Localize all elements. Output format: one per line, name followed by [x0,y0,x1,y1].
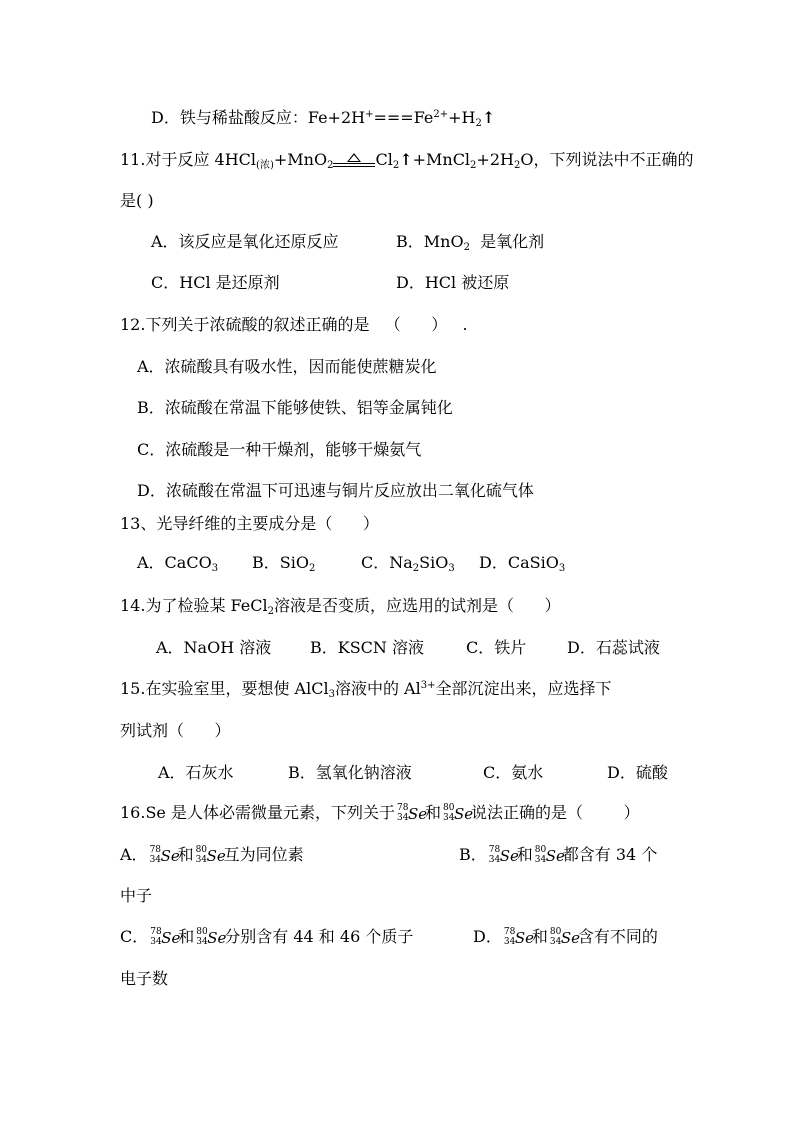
q14-stem-a: 14.为了检验某 FeCl [120,596,268,615]
q11-option-c: C．HCl 是还原剂 [151,273,280,292]
nuclide-se80: 80 34 Se [196,926,227,947]
q11-stem [120,150,693,171]
q15-option-a: A．石灰水 [158,763,234,782]
q16d-and: 和 [531,927,548,946]
q11-option-a: A．该反应是氧化还原反应 [151,232,339,251]
nuclide-se78: 78 34 Se [150,926,181,947]
q15-stem-c: 全部沉淀出来，应选择下 [435,679,612,698]
q14-option-b: B．KSCN 溶液 [310,638,425,657]
q14-sub: 2 [267,606,274,617]
q13d-sub: 3 [558,563,566,574]
q12-option-b: B．浓硫酸在常温下能够使铁、铝等金属钝化 [137,398,453,417]
q11b-b: 是氧化剂 [469,232,545,251]
q11-conc: (浓) [256,160,274,171]
q13c-text: C．Na [361,553,413,572]
q13a-text: A．CaCO [137,553,212,572]
q16-option-c [120,927,413,948]
q16a-and: 和 [177,845,194,864]
q10d-eq-a: Fe+2H [307,108,366,127]
q16-option-b-line2: 中子 [120,886,153,905]
q16-option-a [120,845,304,866]
q16-stem [120,803,640,824]
q16b-and: 和 [516,845,533,864]
q11-pre: 对于反应 4HCl [145,150,257,169]
q11b-a: B．MnO [396,232,464,251]
q15-stem [120,679,611,699]
q14-option-c: C．铁片 [466,638,527,657]
q11-tail: +MnCl [412,150,471,169]
q10d-label: D．铁与稀盐酸反应： [151,108,308,127]
q14-option-d: D．石蕊试液 [567,638,660,657]
q16-option-d-line2: 电子数 [120,969,169,988]
q15-option-b: B．氢氧化钠溶液 [288,763,412,782]
q16-option-d [473,927,658,948]
q11-tail2: +2H [476,150,514,169]
q11-number: 11. [120,150,146,169]
q15-stem-line2: 列试剂（ ） [120,721,231,740]
q14-stem-b: 溶液是否变质，应选用的试剂是（ ） [273,596,561,615]
q11-stem-line2: 是( ) [120,191,154,210]
q11-sub-b: 2 [392,160,400,171]
q11b-sub: 2 [463,242,470,253]
nuclide-se78: 78 34 Se [503,926,534,947]
q13-option-d [479,553,565,573]
q13d-text: D．CaSiO [479,553,559,572]
q11-tail3: O，下列说法中不正确的 [520,150,694,169]
q11-option-d: D．HCl 被还原 [396,273,510,292]
q16a-text: 互为同位素 [223,845,304,864]
q16-and: 和 [424,803,441,822]
q12-option-a: A．浓硫酸具有吸水性，因而能使蔗糖炭化 [137,357,437,376]
q13-option-c [361,553,455,573]
q12-option-d: D．浓硫酸在常温下可迅速与铜片反应放出二氧化硫气体 [137,481,534,500]
q14-option-a: A．NaOH 溶液 [156,638,272,657]
q16d-text: 含有不同的 [577,927,658,946]
q11-sub-c: 2 [470,160,477,171]
q14-stem [120,596,561,616]
q12-option-c: C．浓硫酸是一种干燥剂，能够干燥氨气 [137,440,422,459]
nuclide-se78: 78 34 Se [396,802,428,823]
q13-option-a [137,553,218,573]
q13b-text: B．SiO [252,553,309,572]
q11-sub: 2 [327,160,334,171]
q11-sub-d: 2 [513,160,521,171]
q16c-label: C． [120,927,149,946]
q10d-sub: 2 [475,118,482,129]
q16-stem-b: 说法正确的是（ ） [470,803,640,822]
nuclide-se78: 78 34 Se [149,844,180,865]
q16a-label: A． [120,845,148,864]
q16c-and: 和 [178,927,195,946]
nuclide-se78: 78 34 Se [488,844,519,865]
up-arrow-icon: ↑ [399,150,413,169]
q13c-sub2: 3 [448,563,455,574]
nuclide-se80: 80 34 Se [534,844,565,865]
q11-option-b [396,232,544,252]
q10d-sup1: + [365,109,374,120]
heating-arrow-icon [333,151,375,171]
q13a-sub: 3 [211,563,219,574]
q13-stem: 13、光导纤维的主要成分是（ ） [120,514,379,533]
q13c-sub1: 2 [412,563,420,574]
q15-stem-b: 溶液中的 Al [334,679,421,698]
q13-option-b [252,553,315,573]
q10-option-d [151,108,495,128]
up-arrow-icon: ↑ [481,108,496,127]
q16-stem-a: 16.Se 是人体必需微量元素，下列关于 [120,803,395,822]
q16b-text: 都含有 34 个 [562,845,658,864]
nuclide-se80: 80 34 Se [442,802,474,823]
q10d-eq-b: ===Fe [373,108,434,127]
q16c-text: 分别含有 44 和 46 个质子 [224,927,414,946]
q15-sub: 3 [328,689,335,700]
q15-sup: 3+ [420,680,436,691]
q11-mid: +MnO [273,150,328,169]
q12-stem: 12.下列关于浓硫酸的叙述正确的是 （ ） . [120,315,468,334]
q10d-sup2: 2+ [433,109,449,120]
nuclide-se80: 80 34 Se [195,844,226,865]
q13b-sub: 2 [308,563,316,574]
q10d-eq-c: +H [448,108,476,127]
q16b-label: B． [459,845,487,864]
q16-option-b [459,845,657,866]
q16d-label: D． [473,927,502,946]
q15-stem-a: 15.在实验室里，要想使 AlCl [120,679,329,698]
q11-prod: Cl [375,150,393,169]
q15-option-c: C．氨水 [483,763,544,782]
nuclide-se80: 80 34 Se [549,926,581,947]
q15-option-d: D．硫酸 [607,763,668,782]
q13c-text-b: SiO [419,553,449,572]
